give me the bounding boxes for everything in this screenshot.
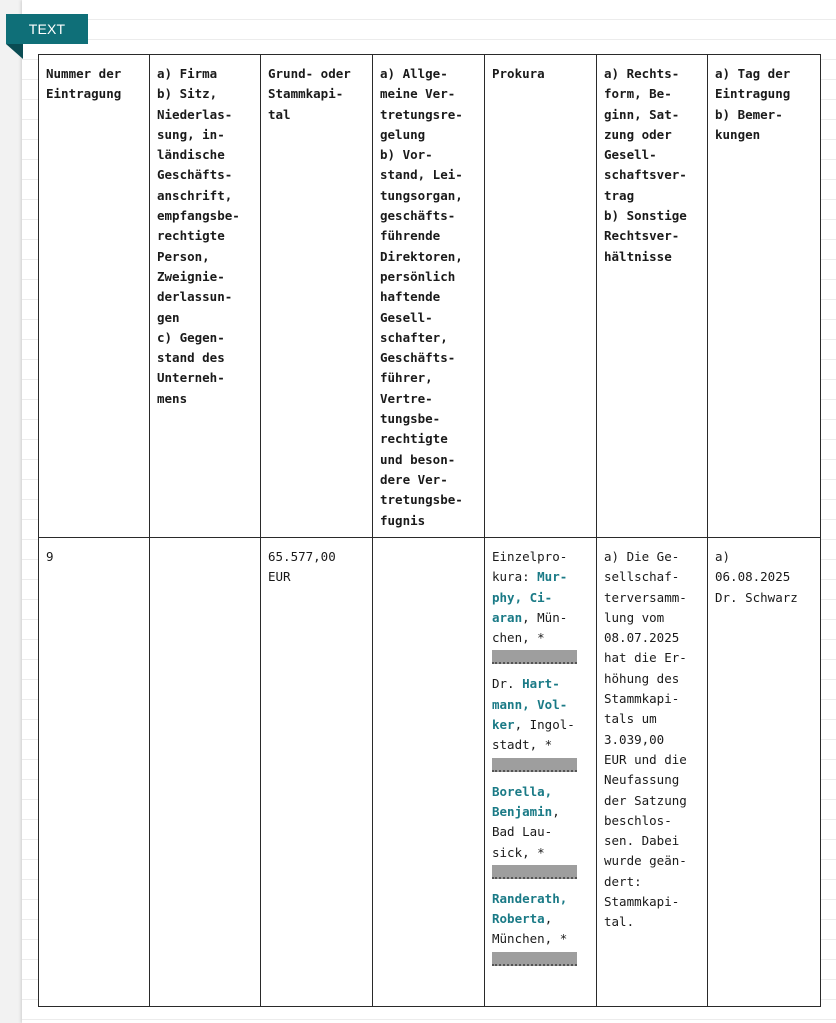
header-eintragung: a) Tag der Eintragung b) Bemer- kungen xyxy=(708,55,821,538)
prokura-prefix: Einzelpro- kura: xyxy=(492,549,568,585)
cell-vertretung xyxy=(373,538,485,1007)
header-vertretung: a) Allge- meine Ver- tretungsre- gelung b) Vor- stand, Lei- tungsorgan, geschäfts- führende Direktoren, persönlich haftende Gesell- schafter, Geschäfts- führer, Vertre- tungsbe- rechtigte und beson- dere Ver- tretungsbe- fugnis xyxy=(373,55,485,538)
prokura-entry xyxy=(492,782,589,879)
prokura-name-link[interactable]: Hart- mann, Vol- ker xyxy=(492,676,568,733)
text-tag xyxy=(6,14,88,44)
cell-kapital: 65.577,00 EUR xyxy=(261,538,373,1007)
redacted-birthdate xyxy=(492,865,577,879)
cell-prokura xyxy=(485,538,597,1007)
header-prokura: Prokura xyxy=(485,55,597,538)
header-kapital: Grund- oder Stammkapi- tal xyxy=(261,55,373,538)
prokura-location: , Bad Lau- sick, * xyxy=(492,803,560,860)
prokura-location: , Ingol- stadt, * xyxy=(492,717,575,753)
prokura-location: , Mün- chen, * xyxy=(492,609,568,646)
tag-label: TEXT xyxy=(28,21,66,37)
header-firma: a) Firma b) Sitz, Niederlas- sung, in- ländische Geschäfts- anschrift, empfangsbe- rechtigte Person, Zweignie- derlassun- gen c) Gegen- stand des Unterneh- mens xyxy=(150,55,261,538)
tag-fold xyxy=(6,44,23,59)
prokura-entry xyxy=(492,547,589,664)
register-table xyxy=(38,54,821,1007)
redacted-birthdate xyxy=(492,758,577,772)
prokura-name-link[interactable]: Randerath, Roberta xyxy=(492,890,568,927)
header-row xyxy=(39,55,821,538)
header-nummer: Nummer der Eintragung xyxy=(39,55,150,538)
cell-rechtsform: a) Die Ge- sellschaf- terversamm- lung vom 08.07.2025 hat die Er- höhung des Stammkapi- tals um 3.039,00 EUR und die Neufassung der Satzung beschlos- sen. Dabei wurde geän- dert: Stammkapi- tal. xyxy=(597,538,708,1007)
redacted-birthdate xyxy=(492,952,577,966)
cell-nummer: 9 xyxy=(39,538,150,1007)
prokura-entry xyxy=(492,674,589,771)
cell-eintragung: a) 06.08.2025 Dr. Schwarz xyxy=(708,538,821,1007)
entry-row xyxy=(39,538,821,1007)
prokura-name-link[interactable]: Borella, Benjamin xyxy=(492,783,553,819)
cell-firma xyxy=(150,538,261,1007)
prokura-location: , München, * xyxy=(492,911,568,947)
prokura-prefix: Dr. xyxy=(492,676,523,692)
redacted-birthdate xyxy=(492,650,577,664)
header-rechtsform: a) Rechts- form, Be- ginn, Sat- zung oder Gesell- schaftsver- trag b) Sonstige Rechtsver- hältnisse xyxy=(597,55,708,538)
prokura-entry xyxy=(492,889,589,966)
prokura-name-link[interactable]: Mur- phy, Ci- aran xyxy=(492,569,568,625)
